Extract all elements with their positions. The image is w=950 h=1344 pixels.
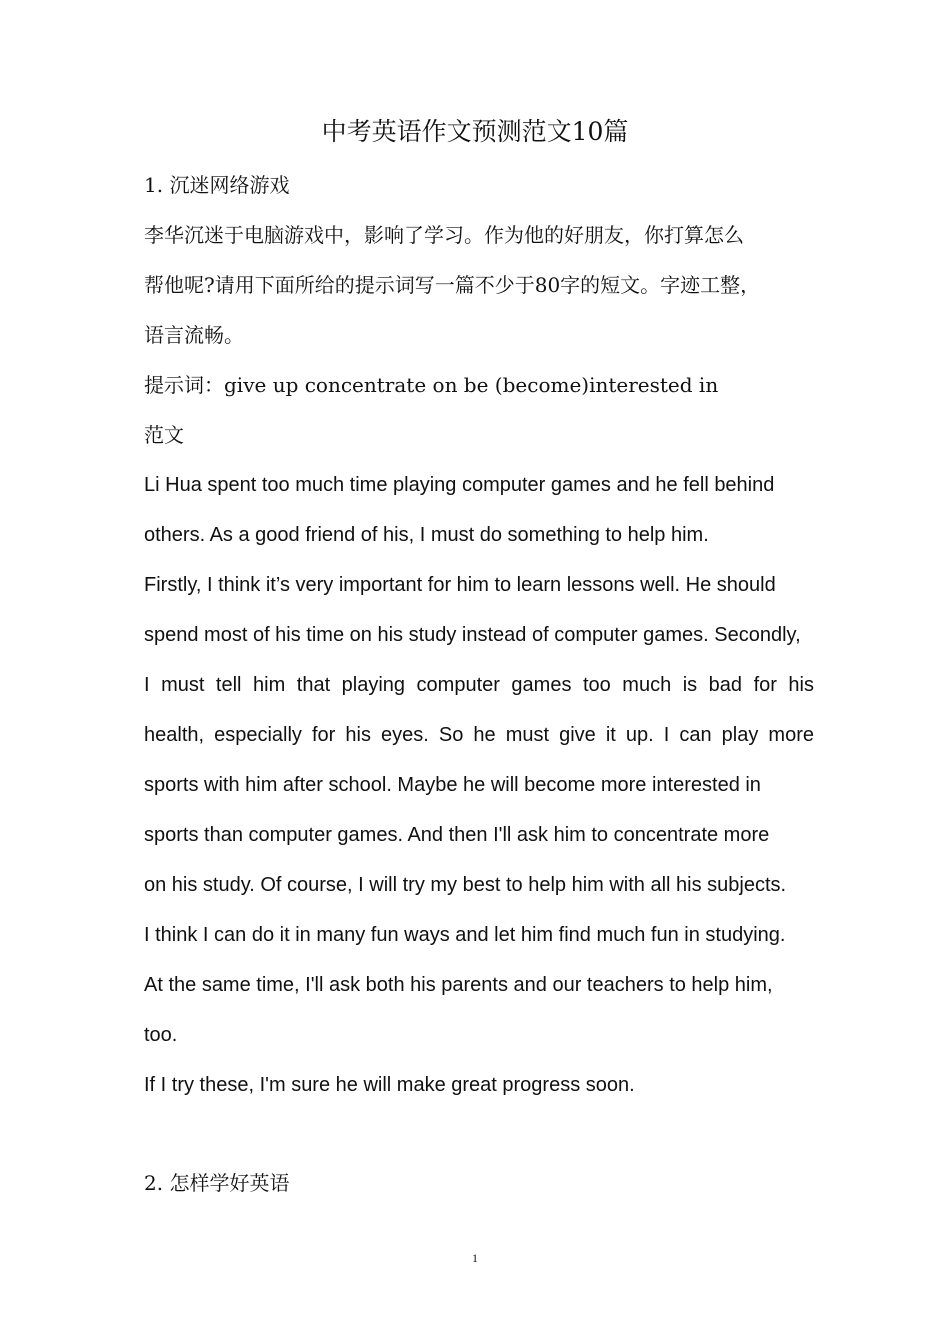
page-number: 1 [472, 1251, 478, 1265]
essay-line-12: too. [144, 1024, 178, 1046]
essay-line-11: At the same time, I'll ask both his parents and our teachers to help him, [144, 974, 773, 996]
essay-line-3: Firstly, I think it’s very important for him to learn lessons well. He should [144, 574, 776, 596]
page-title: 中考英语作文预测范文10篇 [321, 117, 629, 146]
hint-words: 提示词：give up concentrate on be (become)interested in [144, 373, 719, 397]
prompt-line-3: 语言流畅。 [144, 323, 244, 347]
essay-line-6: health, especially for his eyes. So he must give it up. I can play more [144, 724, 814, 746]
prompt-line-1: 李华沉迷于电脑游戏中，影响了学习。作为他的好朋友，你打算怎么 [144, 223, 744, 247]
essay-line-8: sports than computer games. And then I'll ask him to concentrate more [144, 824, 770, 846]
essay-line-13: If I try these, I'm sure he will make great progress soon. [144, 1074, 635, 1096]
essay-line-2: others. As a good friend of his, I must do something to help him. [144, 524, 709, 546]
prompt-line-2: 帮他呢?请用下面所给的提示词写一篇不少于80字的短文。字迹工整， [144, 273, 761, 297]
section-1-heading: 1. 沉迷网络游戏 [144, 173, 290, 197]
section-2-heading: 2. 怎样学好英语 [144, 1171, 290, 1195]
essay-line-4: spend most of his time on his study instead of computer games. Secondly, [144, 624, 801, 646]
essay-line-10: I think I can do it in many fun ways and let him find much fun in studying. [144, 924, 786, 946]
sample-essay-label: 范文 [144, 423, 184, 447]
essay-line-1: Li Hua spent too much time playing computer games and he fell behind [144, 474, 775, 496]
essay-line-5: I must tell him that playing computer games too much is bad for his [144, 674, 814, 696]
essay-line-7: sports with him after school. Maybe he will become more interested in [144, 774, 761, 796]
essay-line-9: on his study. Of course, I will try my best to help him with all his subjects. [144, 874, 787, 896]
